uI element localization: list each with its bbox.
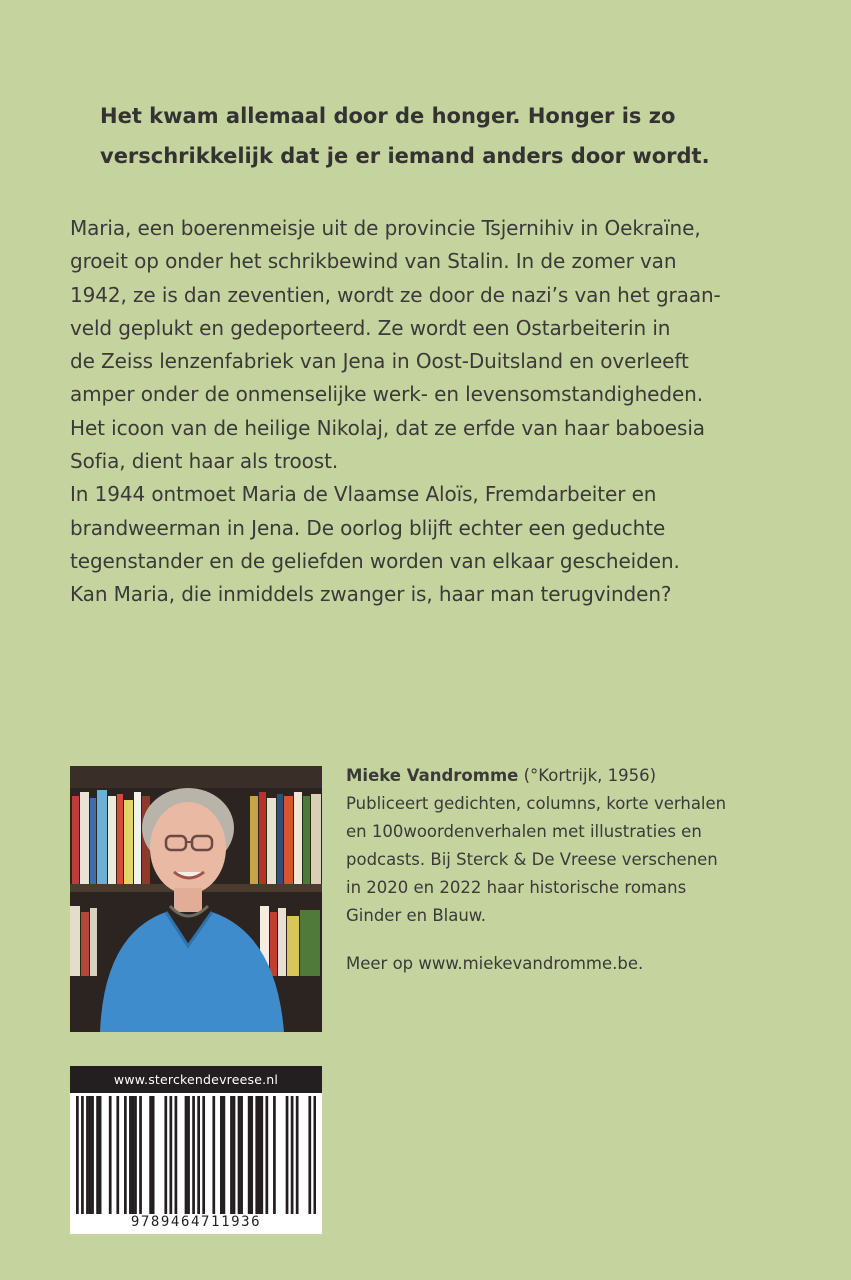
blurb-line: brandweerman in Jena. De oorlog blijft echter een geduchte (70, 515, 666, 540)
blurb-line: amper onder de onmenselijke werk- en levensomstandigheden. (70, 382, 704, 407)
barcode-bar (149, 1096, 152, 1214)
blurb-line: tegenstander en de geliefden worden van elkaar gescheiden. (70, 548, 680, 573)
barcode-bar (132, 1096, 135, 1214)
barcode-bar (99, 1096, 102, 1214)
barcode-bar (286, 1096, 289, 1214)
bio-line: en 100woordenverhalen met illustraties en (346, 822, 702, 841)
barcode-bar (212, 1096, 215, 1214)
barcode-bar (81, 1096, 84, 1214)
barcode-bar (187, 1096, 190, 1214)
author-photo-illustration (70, 766, 322, 1032)
blurb-line: In 1944 ontmoet Maria de Vlaamse Aloïs, Fremdarbeiter en (70, 482, 657, 507)
barcode-bar (116, 1096, 119, 1214)
barcode-bar (255, 1096, 258, 1214)
bio-line: podcasts. Bij Sterck & De Vreese verschenen (346, 850, 718, 869)
blurb-line: Maria, een boerenmeisje uit de provincie Tsjernihiv in Oekraïne, (70, 216, 701, 240)
barcode-bar (258, 1096, 261, 1214)
author-heading (346, 762, 816, 790)
blurb-line: veld geplukt en gedeporteerd. Ze wordt een Ostarbeiterin in (70, 315, 671, 340)
bio-line: Ginder en Blauw. (346, 906, 487, 925)
barcode-bar (164, 1096, 167, 1214)
barcode-bar (134, 1096, 137, 1214)
barcode-bar (248, 1096, 251, 1214)
barcode-bar (260, 1096, 263, 1214)
barcode-bar (202, 1096, 205, 1214)
barcode-bars (76, 1096, 316, 1214)
barcode-bar (129, 1096, 132, 1214)
barcode-bar (89, 1096, 92, 1214)
barcode-bar (197, 1096, 200, 1214)
author-name: Mieke Vandromme (346, 766, 519, 785)
blurb-line: Sofia, dient haar als troost. (70, 449, 339, 474)
barcode-bar (223, 1096, 226, 1214)
spacer (346, 930, 816, 950)
barcode-bar (91, 1096, 94, 1214)
author-born: (°Kortrijk, 1956) (518, 766, 657, 785)
barcode-bar (139, 1096, 142, 1214)
barcode-bar (96, 1096, 99, 1214)
barcode-bar (308, 1096, 311, 1214)
author-bio (346, 762, 816, 978)
blurb-line: de Zeiss lenzenfabriek van Jena in Oost-Duitsland en overleeft (70, 349, 689, 374)
author-photo (70, 766, 322, 1032)
blurb-line: Kan Maria, die inmiddels zwanger is, haar man terugvinden? (70, 582, 672, 607)
publisher-url: www.sterckendevreese.nl (70, 1066, 322, 1093)
barcode-bar (296, 1096, 299, 1214)
barcode-bar (192, 1096, 195, 1214)
barcode-bar (169, 1096, 172, 1214)
barcode-bar (273, 1096, 276, 1214)
barcode-bar (265, 1096, 268, 1214)
isbn-barcode (70, 1066, 322, 1234)
barcode-bar (175, 1096, 178, 1214)
barcode-bar (152, 1096, 155, 1214)
author-website: Meer op www.miekevandromme.be. (346, 954, 644, 973)
bio-line: in 2020 en 2022 haar historische romans (346, 878, 687, 897)
barcode-bar (291, 1096, 294, 1214)
blurb-line: groeit op onder het schrikbewind van Stalin. In de zomer van (70, 249, 677, 274)
barcode-bar (240, 1096, 243, 1214)
barcode-bar (109, 1096, 112, 1214)
barcode-bar (124, 1096, 127, 1214)
barcode-bar (250, 1096, 253, 1214)
barcode-bar (76, 1096, 79, 1214)
bio-line: Publiceert gedichten, columns, korte verhalen (346, 794, 727, 813)
barcode-bar (313, 1096, 316, 1214)
isbn-number: 9789464711936 (130, 1214, 262, 1230)
pull-quote (100, 96, 800, 176)
barcode-bar (220, 1096, 223, 1214)
barcode-bar (238, 1096, 241, 1214)
barcode-bar (86, 1096, 89, 1214)
blurb-line: Het icoon van de heilige Nikolaj, dat ze erfde van haar baboesia (70, 415, 705, 440)
book-blurb (70, 212, 810, 612)
barcode-bar (185, 1096, 188, 1214)
quote-line-2: verschrikkelijk dat je er iemand anders door wordt. (100, 144, 710, 168)
barcode-bar (233, 1096, 236, 1214)
quote-line-1: Het kwam allemaal door de honger. Honger is zo (100, 104, 676, 128)
blurb-line: 1942, ze is dan zeventien, wordt ze door de nazi’s van het graan- (70, 282, 721, 307)
barcode-bar (230, 1096, 233, 1214)
